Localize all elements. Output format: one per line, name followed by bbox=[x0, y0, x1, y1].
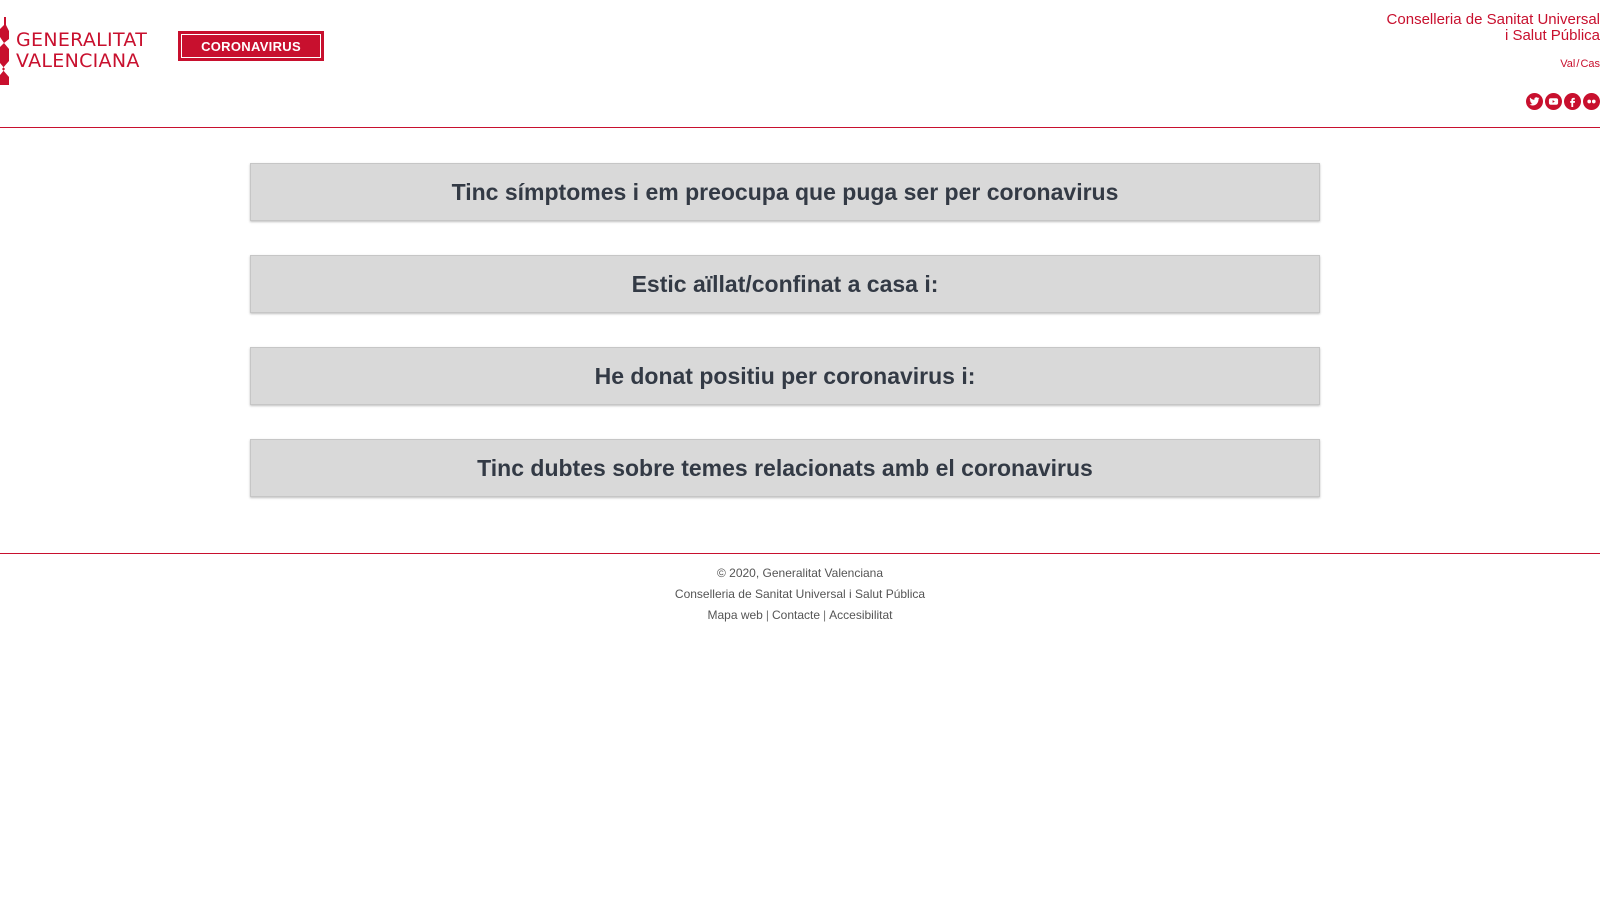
twitter-icon[interactable] bbox=[1526, 93, 1543, 110]
lang-separator: / bbox=[1576, 58, 1580, 70]
site-header bbox=[0, 0, 1600, 128]
logo-line-2: VALENCIANA bbox=[16, 50, 140, 72]
logo-text bbox=[16, 30, 147, 72]
department-line-2: i Salut Pública bbox=[1504, 27, 1600, 44]
language-switcher bbox=[1560, 58, 1600, 70]
social-links bbox=[1526, 93, 1600, 110]
footer-department: Conselleria de Sanitat Universal i Salut Pública bbox=[674, 587, 926, 601]
option-symptoms-button[interactable]: Tinc símptomes i em preocupa que puga ser per coronavirus bbox=[250, 163, 1320, 221]
generalitat-logo[interactable] bbox=[0, 16, 147, 86]
coronavirus-badge-label: CORONAVIRUS bbox=[181, 34, 321, 58]
department-link[interactable] bbox=[1387, 12, 1600, 44]
footer-links bbox=[0, 605, 1600, 626]
coat-of-arms-icon bbox=[0, 17, 10, 85]
site-footer bbox=[0, 553, 1600, 626]
footer-separator: | bbox=[823, 608, 827, 622]
logo-line-1: GENERALITAT bbox=[16, 29, 148, 51]
lang-cas-link[interactable]: Cas bbox=[1580, 58, 1600, 70]
footer-copyright: © 2020, Generalitat Valenciana bbox=[716, 566, 884, 580]
flickr-icon[interactable] bbox=[1583, 93, 1600, 110]
coronavirus-badge[interactable] bbox=[178, 31, 324, 61]
lang-val-link[interactable]: Val bbox=[1560, 58, 1576, 70]
footer-link-sitemap[interactable]: Mapa web bbox=[707, 608, 763, 622]
youtube-icon[interactable] bbox=[1545, 93, 1562, 110]
footer-separator: | bbox=[765, 608, 769, 622]
option-isolated-button[interactable]: Estic aïllat/confinat a casa i: bbox=[250, 255, 1320, 313]
option-questions-button[interactable]: Tinc dubtes sobre temes relacionats amb el coronavirus bbox=[250, 439, 1320, 497]
department-line-1: Conselleria de Sanitat Universal bbox=[1386, 11, 1600, 28]
facebook-icon[interactable] bbox=[1564, 93, 1581, 110]
footer-link-accessibility[interactable]: Accesibilitat bbox=[829, 608, 893, 622]
footer-link-contact[interactable]: Contacte bbox=[771, 608, 821, 622]
option-positive-button[interactable]: He donat positiu per coronavirus i: bbox=[250, 347, 1320, 405]
options-list bbox=[250, 163, 1320, 531]
